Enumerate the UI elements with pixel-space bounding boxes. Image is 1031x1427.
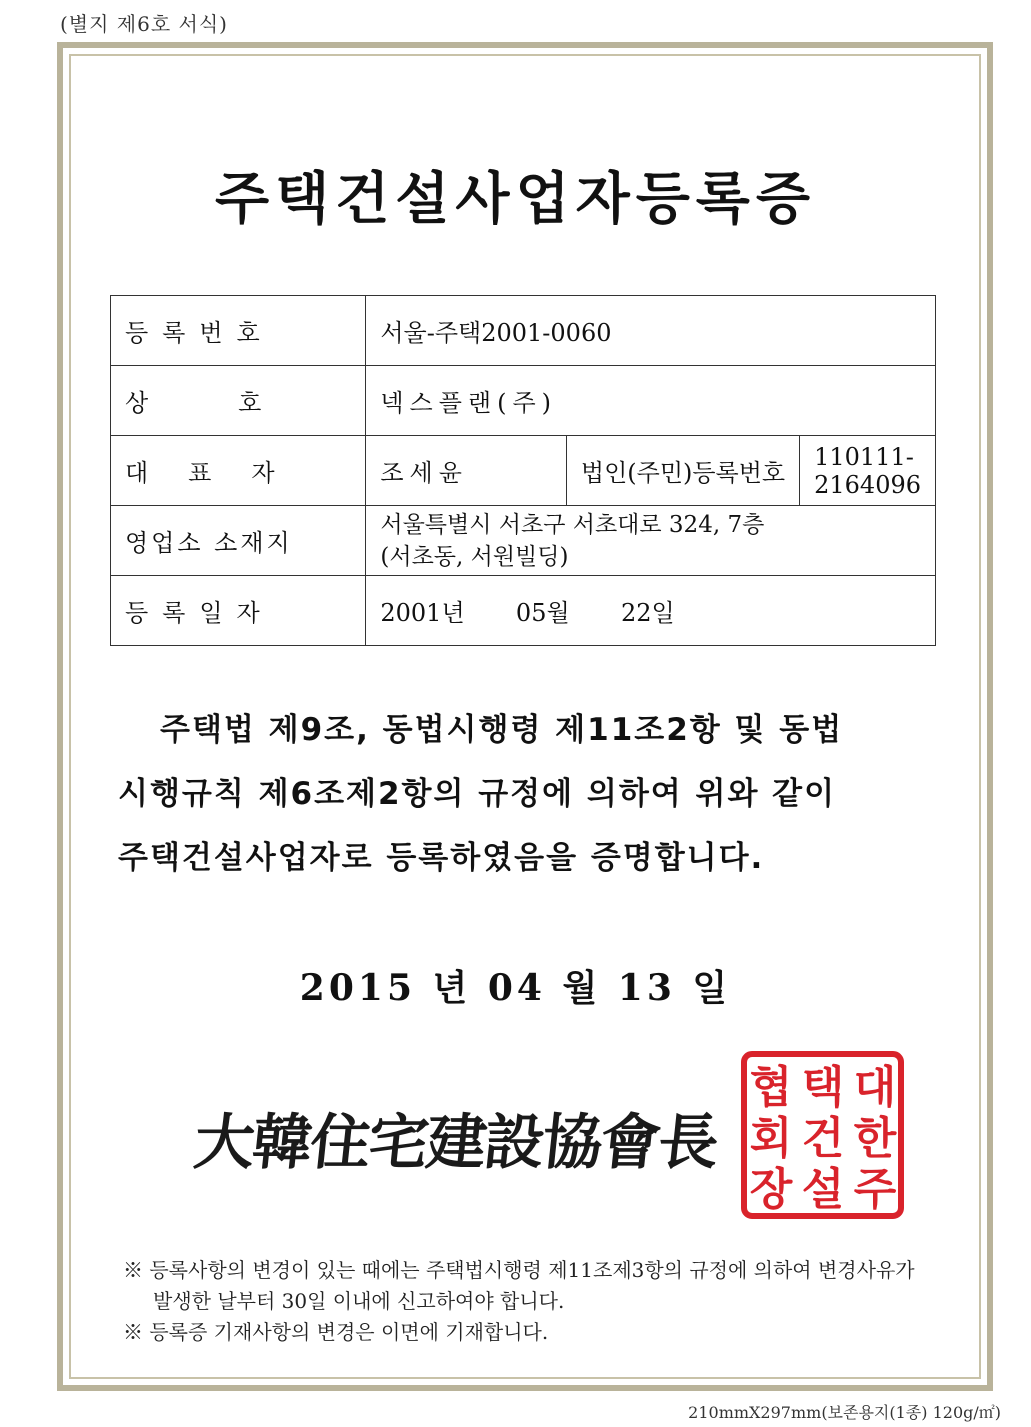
issue-date: 2015 년 04 월 13 일	[299, 967, 732, 1009]
table-row	[111, 436, 936, 506]
corp-no-value: 110111-2164096	[800, 436, 936, 506]
reg-date-year: 2001년	[380, 599, 465, 627]
table-row	[111, 296, 936, 366]
table-row	[111, 366, 936, 436]
seal-character: 주	[853, 1164, 897, 1215]
issuer-name: 大韓住宅建設協會長	[190, 1108, 721, 1178]
address-value	[366, 506, 936, 576]
official-seal	[740, 1050, 905, 1220]
company-value: 넥스플랜(주)	[366, 366, 936, 436]
seal-character: 건	[801, 1113, 845, 1164]
certificate-title: 주택건설사업자등록증	[215, 167, 816, 232]
seal-character: 설	[801, 1164, 845, 1215]
statement-line3: 주택건설사업자로 등록하였음을 증명합니다.	[118, 840, 765, 876]
seal-character: 대	[853, 1062, 897, 1113]
note-line2: 발생한 날부터 30일 이내에 신고하여야 합니다.	[153, 1289, 565, 1313]
form-label: (별지 제6호 서식)	[60, 12, 228, 36]
paper-spec: 210mmX297mm(보존용지(1종) 120g/㎡)	[688, 1403, 1001, 1422]
reg-date-month: 05월	[515, 599, 570, 627]
registration-info-table	[110, 295, 936, 646]
rep-value: 조세윤	[366, 436, 567, 506]
company-label: 상호	[111, 366, 366, 436]
seal-character: 장	[749, 1164, 793, 1215]
address-line1: 서울특별시 서초구 서초대로 324, 7층	[380, 511, 765, 538]
reg-date-day: 22일	[620, 599, 675, 627]
note-line1: ※ 등록사항의 변경이 있는 때에는 주택법시행령 제11조제3항의 규정에 의하여 변경사유가	[123, 1258, 915, 1282]
address-line2: (서초동, 서원빌딩)	[380, 543, 569, 570]
note-line3: ※ 등록증 기재사항의 변경은 이면에 기재합니다.	[123, 1320, 549, 1344]
seal-character: 한	[853, 1113, 897, 1164]
notes	[123, 1255, 915, 1348]
certification-statement	[118, 698, 918, 890]
address-label: 영업소 소재지	[111, 506, 366, 576]
statement-line2: 시행규칙 제6조제2항의 규정에 의하여 위와 같이	[118, 776, 837, 812]
reg-no-label: 등록번호	[111, 296, 366, 366]
reg-date-value	[366, 576, 936, 646]
table-row	[111, 576, 936, 646]
statement-line1: 주택법 제9조, 동법시행령 제11조2항 및 동법	[160, 712, 844, 748]
rep-label: 대표자	[111, 436, 366, 506]
reg-date-label: 등록일자	[111, 576, 366, 646]
corp-no-label: 법인(주민)등록번호	[566, 436, 799, 506]
seal-character: 회	[749, 1113, 793, 1164]
seal-character: 택	[801, 1062, 845, 1113]
reg-no-value: 서울-주택2001-0060	[366, 296, 936, 366]
table-row	[111, 506, 936, 576]
seal-character: 협	[749, 1062, 793, 1113]
